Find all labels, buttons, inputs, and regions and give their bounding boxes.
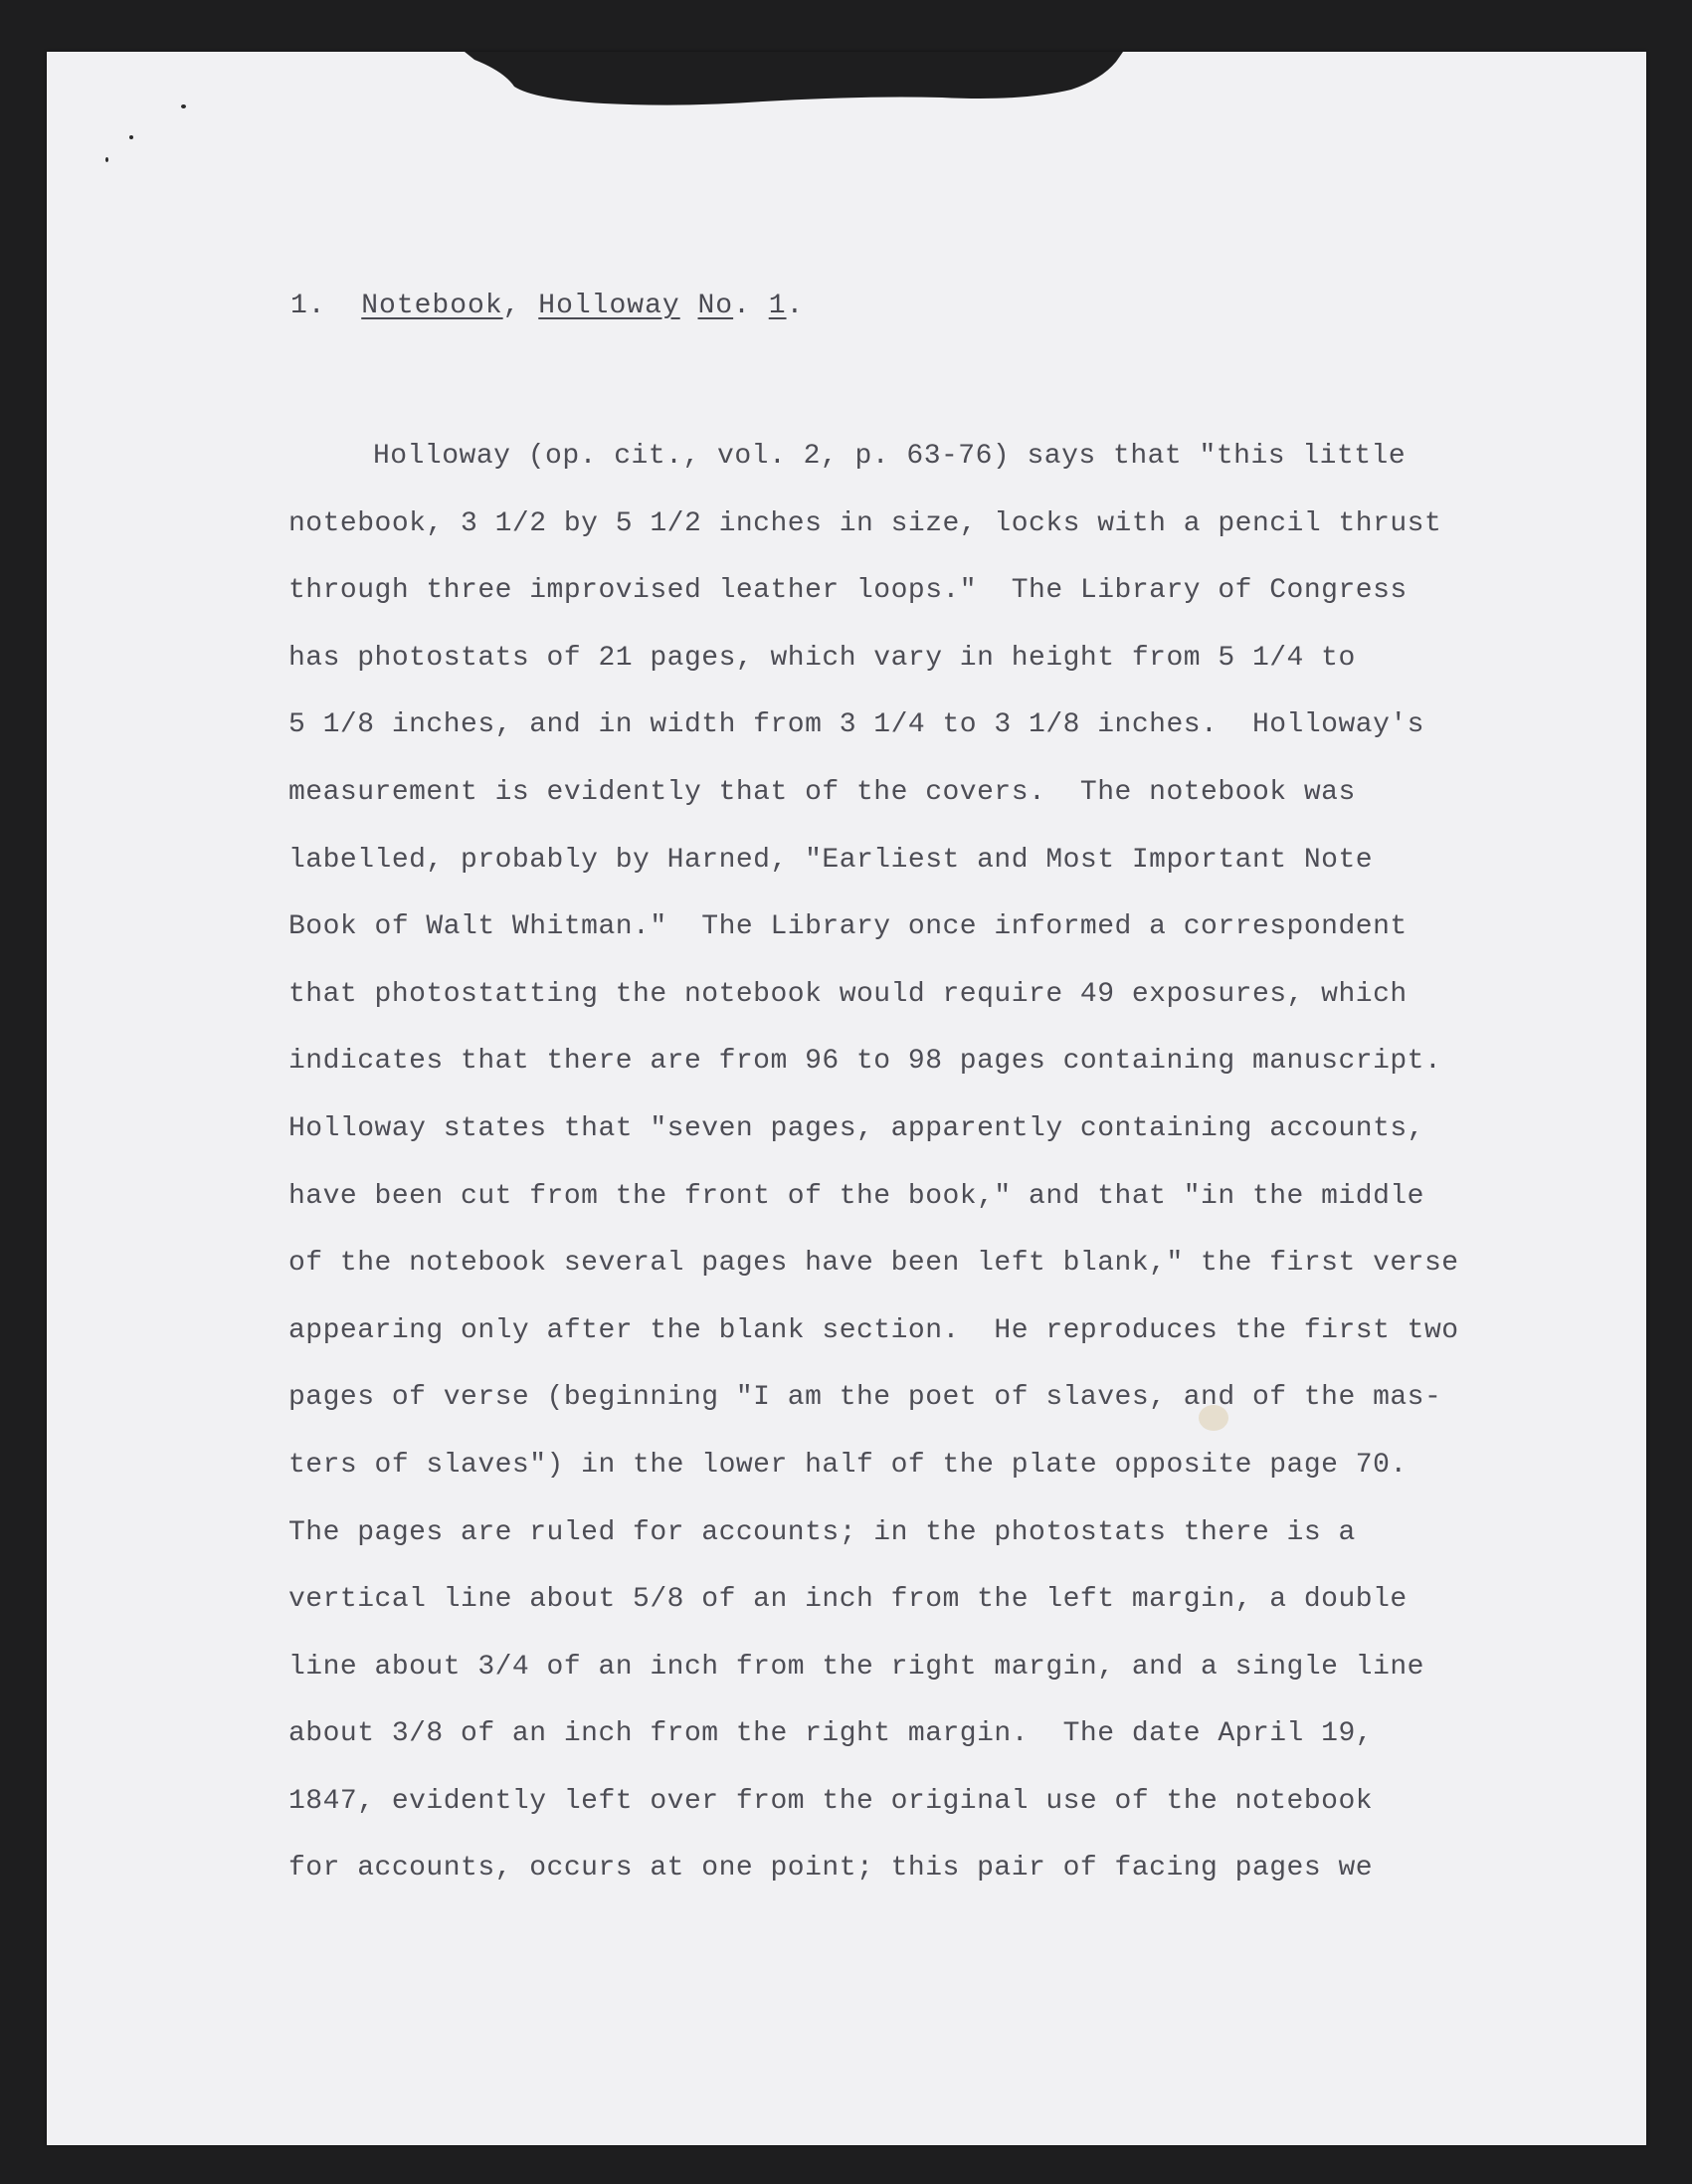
section-heading — [290, 291, 804, 321]
body-line: The pages are ruled for accounts; in the photostats there is a — [288, 1516, 1356, 1548]
body-line: indicates that there are from 96 to 98 pages containing manuscript. — [288, 1046, 1442, 1078]
body-line: vertical line about 5/8 of an inch from the left margin, a double — [288, 1584, 1408, 1616]
body-line: 1847, evidently left over from the original use of the notebook — [288, 1785, 1374, 1817]
body-line: of the notebook several pages have been left blank," the first verse — [288, 1248, 1459, 1280]
torn-top-edge — [47, 52, 1646, 111]
body-line: notebook, 3 1/2 by 5 1/2 inches in size, locks with a pencil thrust — [288, 507, 1442, 539]
scan-speck — [105, 157, 108, 162]
heading-title-notebook: Notebook — [361, 291, 503, 321]
body-line: measurement is evidently that of the covers. The notebook was — [288, 776, 1356, 808]
body-line: have been cut from the front of the book," and that "in the middle — [288, 1180, 1424, 1212]
heading-number: 1. — [290, 291, 326, 321]
body-line: about 3/8 of an inch from the right margin. The date April 19, — [288, 1718, 1374, 1750]
heading-end: . — [786, 291, 805, 321]
body-line: ters of slaves") in the lower half of the plate opposite page 70. — [288, 1449, 1408, 1481]
body-line: labelled, probably by Harned, "Earliest and Most Important Note — [288, 844, 1374, 876]
scan-speck — [129, 135, 133, 139]
body-line: Holloway states that "seven pages, apparently containing accounts, — [288, 1112, 1424, 1144]
heading-dot: . — [733, 291, 751, 321]
body-line: has photostats of 21 pages, which vary in height from 5 1/4 to — [288, 642, 1356, 674]
body-line: through three improvised leather loops." The Library of Congress — [288, 575, 1408, 607]
body-line: that photostatting the notebook would require 49 exposures, which — [288, 978, 1408, 1010]
heading-title-holloway: Holloway — [538, 291, 680, 321]
body-line: Holloway (op. cit., vol. 2, p. 63-76) says that "this little — [373, 441, 1407, 472]
heading-title-number: 1 — [768, 291, 787, 321]
body-line: appearing only after the blank section. He reproduces the first two — [288, 1314, 1459, 1346]
body-line: pages of verse (beginning "I am the poet of slaves, and of the mas- — [288, 1382, 1442, 1414]
body-paragraph — [288, 423, 1459, 1902]
body-line: Book of Walt Whitman." The Library once informed a correspondent — [288, 911, 1408, 943]
heading-title-no: No — [697, 291, 734, 321]
heading-comma: , — [502, 291, 521, 321]
body-line: line about 3/4 of an inch from the right margin, and a single line — [288, 1651, 1424, 1683]
body-line: 5 1/8 inches, and in width from 3 1/4 to 3 1/8 inches. Holloway's — [288, 709, 1424, 741]
scan-speck — [181, 104, 186, 108]
body-line: for accounts, occurs at one point; this pair of facing pages we — [288, 1853, 1374, 1885]
